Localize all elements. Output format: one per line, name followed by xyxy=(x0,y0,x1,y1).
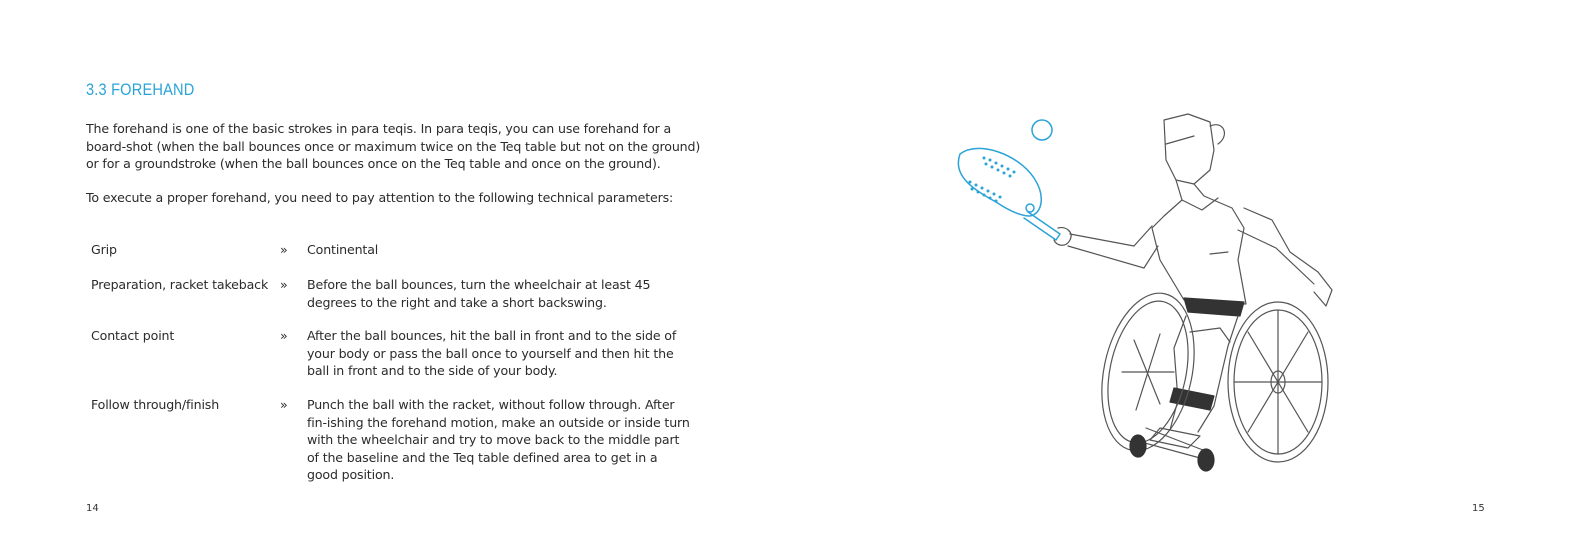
intro-paragraph: The forehand is one of the basic strokes in para teqis. In para teqis, you can use forehand for a board-shot (when the ball bounces once or maximum twice on the Teq table but not on the ground) or for a groundstroke (when the ball bounces once on the Teq table and once on the ground). xyxy=(86,121,701,171)
wheelchair-player-with-racket-icon xyxy=(938,110,1358,480)
parameter-separator: » xyxy=(280,242,288,257)
parameter-label: Grip xyxy=(91,242,117,257)
ball-icon xyxy=(1032,120,1052,140)
parameter-label: Contact point xyxy=(91,328,175,343)
parameter-label: Follow through/finish xyxy=(91,397,220,412)
parameter-separator: » xyxy=(280,328,288,343)
parameter-label: Preparation, racket takeback xyxy=(91,277,269,292)
caster-icon xyxy=(1198,449,1214,471)
parameter-value: Before the ball bounces, turn the wheelchair at least 45 degrees to the right and take a short backswing. xyxy=(307,277,651,310)
parameter-value: Punch the ball with the racket, without follow through. After fin-ishing the forehand motion, make an outside or inside turn with the wheelchair and try to move back to the middle part of the baseline and the Teq table defined area to get in a good position. xyxy=(307,397,690,482)
caster-icon xyxy=(1130,435,1146,457)
page-number-right: 15 xyxy=(1472,503,1485,514)
page-number-left: 14 xyxy=(86,503,99,514)
parameter-separator: » xyxy=(280,397,288,412)
parameter-separator: » xyxy=(280,277,288,292)
parameter-value: Continental xyxy=(307,242,379,257)
section-title: 3.3 FOREHAND xyxy=(86,80,195,99)
parameter-value: After the ball bounces, hit the ball in front and to the side of your body or pass the ball once to yourself and then hit the ball in front and to the side of your body. xyxy=(307,328,677,378)
instruction-paragraph: To execute a proper forehand, you need to pay attention to the following technical parameters: xyxy=(86,190,674,205)
right-page xyxy=(788,0,1576,557)
racket-icon xyxy=(958,148,1060,240)
